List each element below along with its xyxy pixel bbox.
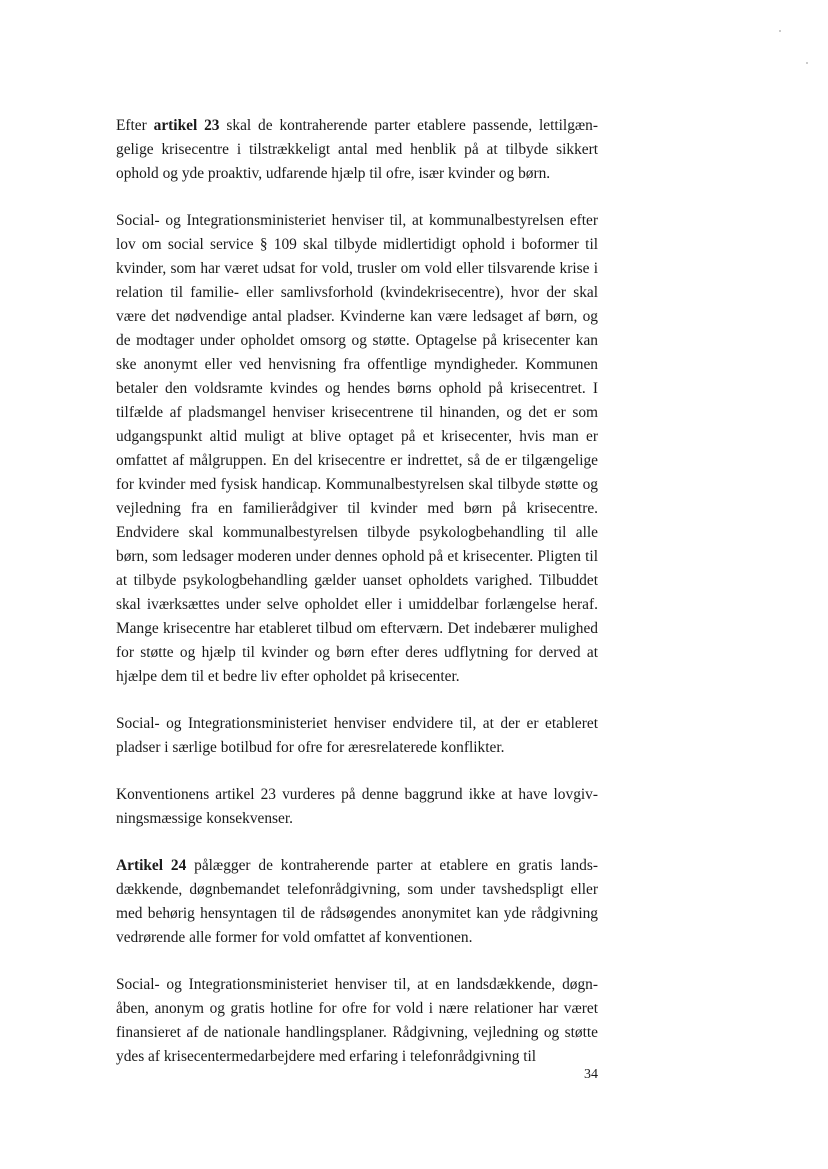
paragraph-text: Konventionens artikel 23 vurderes på denne baggrund ikke at have lovgivningsmæssige konsekvenser.	[116, 786, 598, 827]
scan-speck	[779, 30, 781, 32]
paragraph-article-24	[116, 854, 598, 950]
paragraph-prefix: Efter	[116, 117, 154, 134]
paragraph-text: skal de kontraherende parter etablere passende, lettilgængelige krisecentre i tilstrækkeligt antal med henblik på at tilbyde sikkert ophold og yde proaktiv, udfarende hjælp til ofre, især kvinder og børn.	[116, 117, 598, 182]
paragraph-text: Social- og Integrationsministeriet henviser endvidere til, at der er etableret pladser i særlige botilbud for ofre for æresrelaterede konflikter.	[116, 715, 598, 756]
paragraph-ministry-response	[116, 209, 598, 689]
paragraph-hotline	[116, 973, 598, 1069]
article-reference: Artikel 24	[116, 857, 187, 874]
paragraph-article-23	[116, 114, 598, 186]
paragraph-text: Social- og Integrationsministeriet henviser til, at kommunalbestyrelsen efter lov om social service § 109 skal tilbyde midlertidigt ophold i boformer til kvinder, som har været udsat for vold, trusler om vold eller tilsvarende krise i relation til familie- eller samlivsforhold (kvindekrisecentre), hvor der skal være det nødvendige antal pladser. Kvinderne kan være ledsaget af børn, og de modtager under opholdet omsorg og støtte. Optagelse på krisecenter kan ske anonymt eller ved henvisning fra offentlige myndigheder. Kommunen betaler den voldsramte kvindes og hendes børns ophold på krisecentret. I tilfælde af pladsmangel henviser krisecentrene til hinanden, og det er som udgangspunkt altid muligt at blive optaget på et krisecenter, hvis man er omfattet af målgruppen. En del krisecentre er indrettet, så de er tilgængelige for kvinder med fysisk handicap. Kommunalbestyrelsen skal tilbyde støtte og vejledning fra en familierådgiver til kvinder med børn på krisecentre. Endvidere skal kommunalbestyrelsen tilbyde psykologbehandling til alle børn, som ledsager moderen under dennes ophold på et krisecenter. Pligten til at tilbyde psykologbehandling gælder uanset opholdets varighed. Tilbuddet skal iværksættes under selve opholdet eller i umiddelbar forlængelse heraf. Mange krisecentre har etableret tilbud om efterværn. Det indebærer mulighed for støtte og hjælp til kvinder og børn efter deres udflytning for derved at hjælpe dem til et bedre liv efter opholdet på krisecenter.	[116, 212, 598, 685]
paragraph-special-housing	[116, 712, 598, 760]
article-reference: artikel 23	[153, 117, 220, 134]
paragraph-text: pålægger de kontraherende parter at etablere en gratis landsdækkende, døgnbemandet telefonrådgivning, som under tavshedspligt eller med behørig hensyntagen til de rådsøgendes anonymitet kan yde rådgivning vedrørende alle former for vold omfattet af konventionen.	[116, 857, 598, 946]
page-number: 34	[584, 1067, 598, 1082]
document-body	[116, 114, 598, 1092]
paragraph-text: Social- og Integrationsministeriet henviser til, at en landsdækkende, døgnåben, anonym og gratis hotline for ofre for vold i nære relationer har været finansieret af de nationale handlingsplaner. Rådgivning, vejledning og støtte ydes af krisecentermedarbejdere med erfaring i telefonrådgivning til	[116, 976, 598, 1065]
scan-speck	[806, 62, 808, 64]
paragraph-conclusion-23	[116, 783, 598, 831]
